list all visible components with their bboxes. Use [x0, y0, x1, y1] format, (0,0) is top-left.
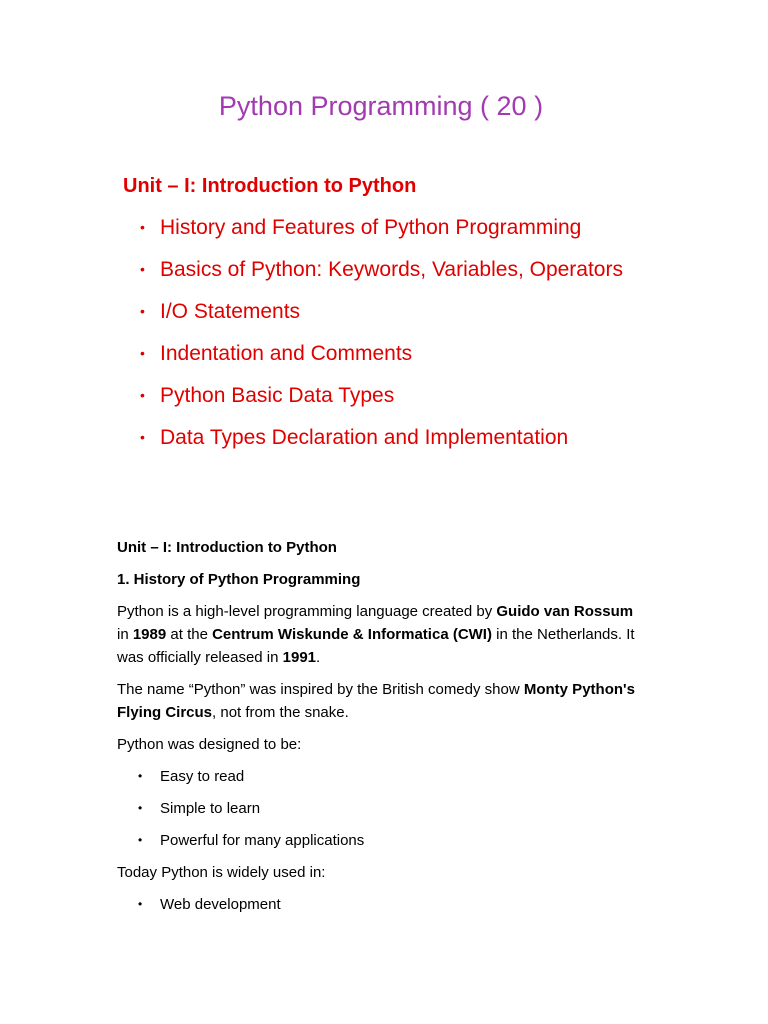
show-name: Monty Python's Flying Circus: [117, 681, 635, 721]
section-heading: 1. History of Python Programming: [117, 571, 361, 588]
list-item-label: Web development: [160, 896, 281, 913]
unit-heading: Unit – I: Introduction to Python: [123, 175, 417, 197]
text-run: in: [117, 626, 133, 643]
list-item: [117, 829, 637, 852]
topic-label: Data Types Declaration and Implementation: [160, 426, 569, 449]
bullet-icon: •: [140, 303, 145, 319]
release-year: 1991: [282, 649, 317, 666]
bullet-icon: •: [140, 345, 145, 361]
notes-body: [117, 536, 637, 925]
list-item-label: Powerful for many applications: [160, 832, 365, 849]
list-item-label: Easy to read: [160, 768, 245, 785]
topic-item: [0, 422, 630, 453]
bullet-icon: •: [138, 833, 143, 847]
uses-intro: Today Python is widely used in:: [117, 864, 326, 881]
bullet-icon: •: [140, 429, 145, 445]
bullet-icon: •: [140, 387, 145, 403]
bullet-icon: •: [138, 897, 143, 911]
topic-label: Basics of Python: Keywords, Variables, Operators: [160, 258, 623, 281]
creation-year: 1989: [132, 626, 167, 643]
history-paragraph: [117, 600, 637, 669]
topic-label: History and Features of Python Programming: [160, 216, 582, 239]
topic-label: Indentation and Comments: [160, 342, 413, 365]
design-goals-list: [117, 765, 637, 852]
topic-list: [0, 212, 768, 464]
text-run: , not from the snake.: [212, 704, 349, 721]
text-run: Python is a high-level programming language created by: [117, 603, 497, 620]
list-item: [117, 765, 637, 788]
text-run: .: [316, 649, 321, 666]
topic-item: [0, 296, 630, 327]
name-origin-paragraph: [117, 678, 637, 724]
uses-list: [117, 893, 637, 916]
topic-label: Python Basic Data Types: [160, 384, 395, 407]
creator-name: Guido van Rossum: [496, 603, 634, 620]
document-title: Python Programming ( 20 ): [218, 91, 544, 121]
design-intro: Python was designed to be:: [117, 736, 302, 753]
topic-item: [0, 212, 630, 243]
topic-item: [0, 380, 630, 411]
list-item: [117, 797, 637, 820]
bullet-icon: •: [138, 801, 143, 815]
bullet-icon: •: [138, 769, 143, 783]
text-run: at the: [166, 626, 213, 643]
notes-unit-heading: Unit – I: Introduction to Python: [117, 539, 337, 556]
list-item-label: Simple to learn: [160, 800, 261, 817]
topic-item: [0, 254, 630, 285]
text-run: The name “Python” was inspired by the British comedy show: [117, 681, 524, 698]
bullet-icon: •: [140, 219, 145, 235]
list-item: [117, 893, 637, 916]
text-run: in the Netherlands. It was officially released in: [117, 626, 635, 666]
institute-name: Centrum Wiskunde & Informatica (CWI): [212, 626, 492, 643]
topic-item: [0, 338, 630, 369]
topic-label: I/O Statements: [160, 300, 301, 323]
bullet-icon: •: [140, 261, 145, 277]
